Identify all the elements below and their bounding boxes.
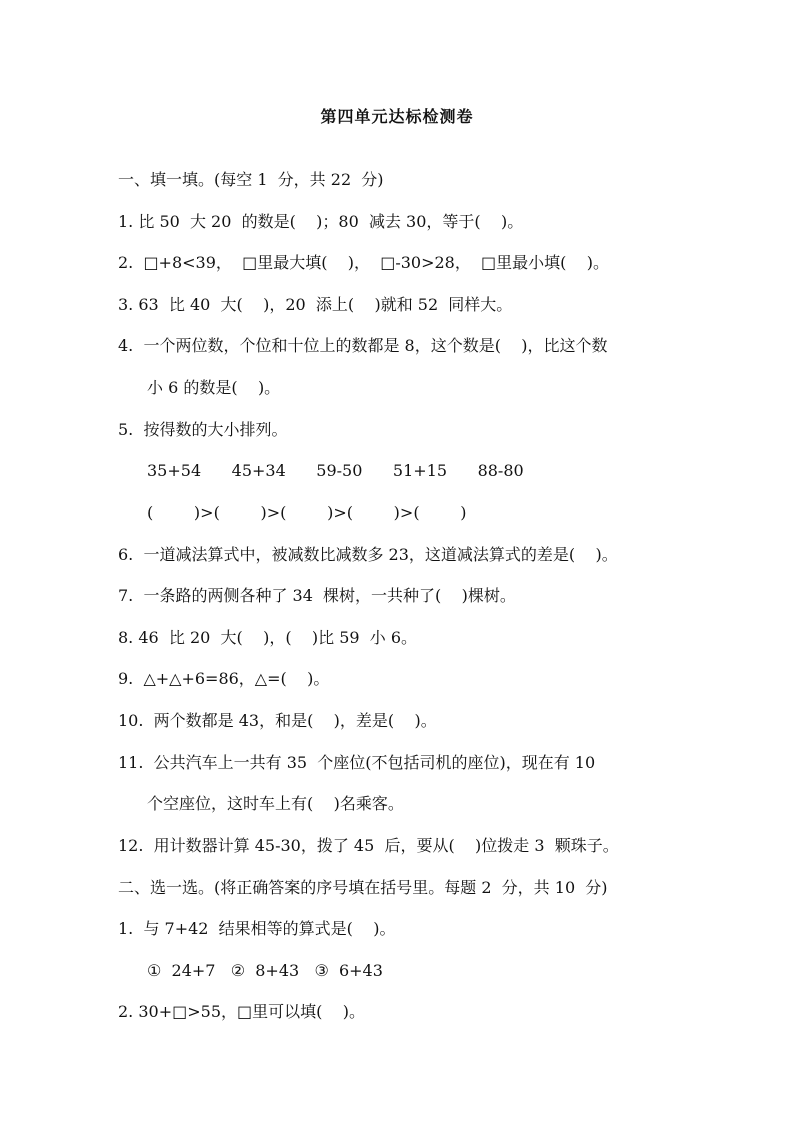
choice-question-1: 1. 与 7+42 结果相等的算式是( )。: [118, 919, 396, 938]
section-heading-multiple-choice: 二、选一选。(将正确答案的序号填在括号里。每题 2 分，共 10 分): [118, 878, 608, 897]
question-5-answer-blanks: ( )>( )>( )>( )>( ): [147, 503, 467, 522]
question-11-line-1: 11. 公共汽车上一共有 35 个座位(不包括司机的座位)，现在有 10: [118, 753, 596, 772]
question-12: 12. 用计数器计算 45-30，拨了 45 后，要从( )位拨走 3 颗珠子。: [118, 836, 619, 855]
page-title: 第四单元达标检测卷: [320, 107, 474, 126]
question-9: 9. △+△+6=86，△=( )。: [118, 669, 330, 688]
question-3: 3. 63 比 40 大( )，20 添上( )就和 52 同样大。: [118, 295, 513, 314]
question-8: 8. 46 比 20 大( )，( )比 59 小 6。: [118, 628, 418, 647]
question-5-expressions: 35+54 45+34 59-50 51+15 88-80: [147, 461, 524, 480]
question-4-line-2: 小 6 的数是( )。: [147, 378, 281, 397]
choice-question-2: 2. 30+□>55，□里可以填( )。: [118, 1002, 365, 1021]
choice-question-1-options: ① 24+7 ② 8+43 ③ 6+43: [147, 961, 383, 980]
question-11-line-2: 个空座位，这时车上有( )名乘客。: [147, 794, 404, 813]
question-5: 5. 按得数的大小排列。: [118, 420, 288, 439]
question-1: 1. 比 50 大 20 的数是( )；80 减去 30，等于( )。: [118, 212, 524, 231]
question-2: 2. □+8<39， □里最大填( )， □-30>28， □里最小填( )。: [118, 253, 609, 272]
question-10: 10. 两个数都是 43，和是( )，差是( )。: [118, 711, 437, 730]
question-6: 6. 一道减法算式中，被减数比减数多 23，这道减法算式的差是( )。: [118, 545, 618, 564]
question-7: 7. 一条路的两侧各种了 34 棵树，一共种了( )棵树。: [118, 586, 516, 605]
section-heading-fill-in: 一、填一填。(每空 1 分，共 22 分): [118, 170, 384, 189]
question-4-line-1: 4. 一个两位数，个位和十位上的数都是 8，这个数是( )，比这个数: [118, 336, 608, 355]
